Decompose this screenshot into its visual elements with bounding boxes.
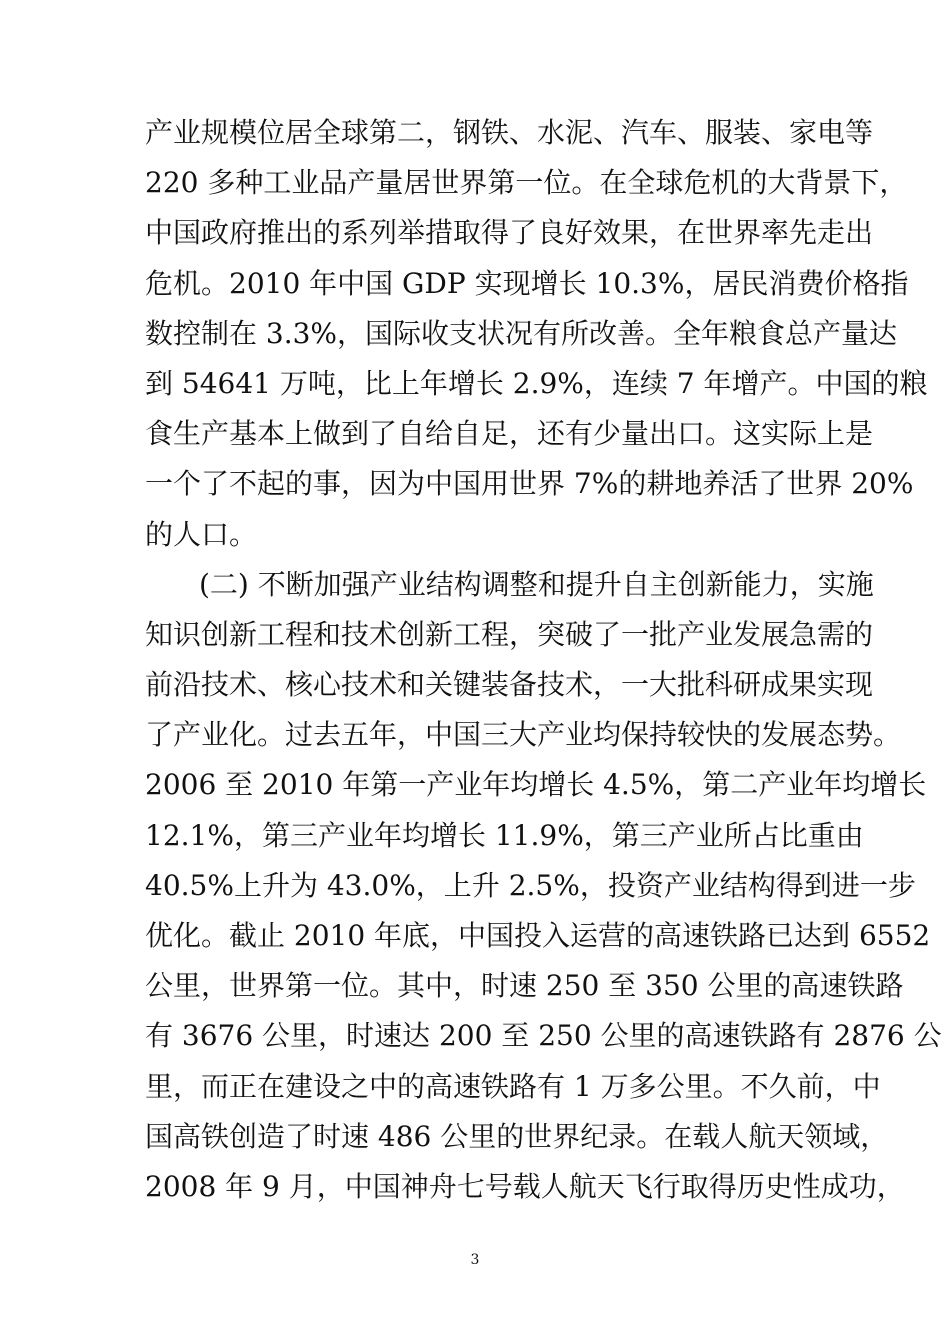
text-line: 国高铁创造了时速 486 公里的世界纪录。在载人航天领域，: [145, 1119, 889, 1153]
text-line: 到 54641 万吨，比上年增长 2.9%，连续 7 年增产。中国的粮: [145, 366, 928, 400]
text-line: 前沿技术、核心技术和关键装备技术，一大批科研成果实现: [145, 668, 874, 702]
text-line: 一个了不起的事，因为中国用世界 7%的耕地养活了世界 20%: [145, 467, 914, 501]
paragraph-start-line: (二) 不断加强产业结构调整和提升自主创新能力，实施: [199, 567, 874, 601]
text-line: 食生产基本上做到了自给自足，还有少量出口。这实际上是: [145, 417, 874, 451]
text-line: 优化。截止 2010 年底，中国投入运营的高速铁路已达到 6552: [145, 919, 931, 952]
text-line: 数控制在 3.3%，国际收支状况有所改善。全年粮食总产量达: [145, 316, 898, 350]
text-line: 产业规模位居全球第二，钢铁、水泥、汽车、服装、家电等: [145, 116, 874, 149]
text-line: 12.1%，第三产业年均增长 11.9%，第三产业所占比重由: [145, 818, 864, 852]
text-line: 有 3676 公里，时速达 200 至 250 公里的高速铁路有 2876 公: [145, 1019, 942, 1053]
paragraph-end-line: 的人口。: [145, 517, 258, 551]
text-line: 危机。2010 年中国 GDP 实现增长 10.3%，居民消费价格指: [145, 266, 909, 300]
body-text: [145, 108, 942, 1212]
text-line: 中国政府推出的系列举措取得了良好效果，在世界率先走出: [145, 216, 874, 250]
text-line: 2008 年 9 月，中国神舟七号载人航天飞行取得历史性成功，: [145, 1169, 905, 1203]
text-line: 40.5%上升为 43.0%，上升 2.5%，投资产业结构得到进一步: [145, 868, 916, 902]
text-line: 220 多种工业品产量居世界第一位。在全球危机的大背景下，: [145, 166, 908, 200]
text-line: 2006 至 2010 年第一产业年均增长 4.5%，第二产业年均增长: [145, 768, 927, 802]
text-line: 里，而正在建设之中的高速铁路有 1 万多公里。不久前，中: [145, 1069, 881, 1103]
page-number: 3: [470, 1252, 480, 1268]
text-line: 公里，世界第一位。其中，时速 250 至 350 公里的高速铁路: [145, 969, 904, 1003]
text-line: 知识创新工程和技术创新工程，突破了一批产业发展急需的: [145, 617, 874, 651]
text-line: 了产业化。过去五年，中国三大产业均保持较快的发展态势。: [145, 718, 902, 752]
